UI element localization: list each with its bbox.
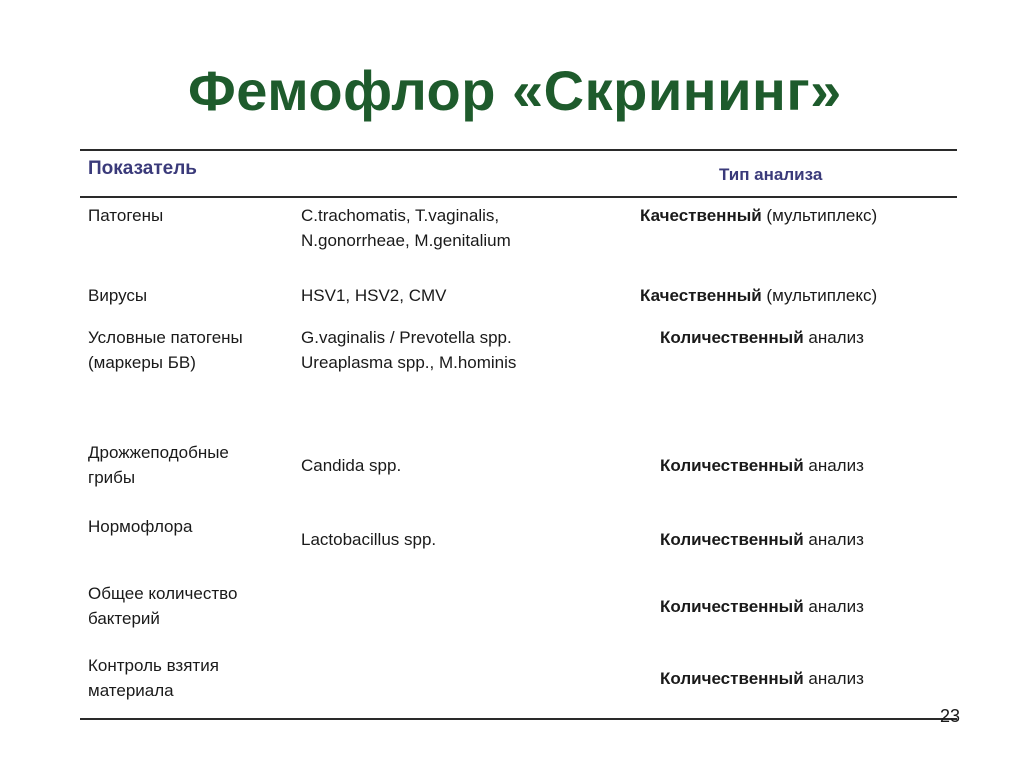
analysis-type-detail: анализ: [803, 530, 864, 549]
slide-title: Фемофлор «Скрининг»: [188, 59, 842, 122]
agent-line: Lactobacillus spp.: [301, 530, 437, 549]
row-analysis-type: [660, 594, 864, 619]
row-analysis-type: [660, 453, 864, 478]
analysis-type-bold: Количественный: [660, 597, 804, 616]
row-agents: [301, 203, 511, 253]
row-agents: [301, 325, 516, 375]
row-indicator: [88, 203, 163, 228]
page-number: 23: [940, 706, 961, 726]
analysis-type-detail: анализ: [803, 597, 864, 616]
analysis-type-bold: Количественный: [660, 328, 804, 347]
row-indicator: [88, 581, 237, 631]
indicator-line: (маркеры БВ): [88, 353, 196, 372]
row-analysis-type: [640, 283, 877, 308]
row-analysis-type: [660, 325, 864, 350]
agent-line: C.trachomatis, T.vaginalis,: [301, 206, 500, 225]
indicator-line: Вирусы: [88, 286, 148, 305]
row-indicator: [88, 283, 147, 308]
row-indicator: [88, 325, 243, 375]
row-indicator: [88, 653, 219, 703]
row-agents: [301, 453, 401, 478]
analysis-type-bold: Качественный: [640, 206, 762, 225]
analysis-type-bold: Количественный: [660, 530, 804, 549]
indicator-line: грибы: [88, 468, 136, 487]
agent-line: HSV1, HSV2, CMV: [301, 286, 447, 305]
table-top-rule: [80, 149, 957, 151]
row-analysis-type: [660, 666, 864, 691]
agent-line: Candida spp.: [301, 456, 402, 475]
agent-line: N.gonorrheae, M.genitalium: [301, 231, 511, 250]
indicator-line: Дрожжеподобные: [88, 443, 229, 462]
analysis-type-detail: (мультиплекс): [761, 286, 878, 305]
analysis-type-detail: (мультиплекс): [761, 206, 878, 225]
indicator-line: материала: [88, 681, 174, 700]
analysis-type-bold: Количественный: [660, 456, 804, 475]
indicator-line: Контроль взятия: [88, 656, 219, 675]
header-indicator: Показатель: [88, 158, 197, 179]
row-agents: [301, 283, 447, 308]
agent-line: G.vaginalis / Prevotella spp.: [301, 328, 512, 347]
row-indicator: [88, 514, 192, 539]
table-header-rule: [80, 196, 957, 198]
analysis-type-bold: Качественный: [640, 286, 762, 305]
indicator-line: Нормофлора: [88, 517, 193, 536]
indicator-line: Патогены: [88, 206, 164, 225]
indicator-line: бактерий: [88, 609, 160, 628]
analysis-type-detail: анализ: [803, 328, 864, 347]
row-indicator: [88, 440, 229, 490]
table-bottom-rule: [80, 718, 957, 720]
analysis-type-detail: анализ: [803, 669, 864, 688]
indicator-line: Общее количество: [88, 584, 238, 603]
analysis-type-bold: Количественный: [660, 669, 804, 688]
header-analysis-type: Тип анализа: [719, 165, 823, 184]
row-analysis-type: [640, 203, 877, 228]
analysis-type-detail: анализ: [803, 456, 864, 475]
agent-line: Ureaplasma spp., M.hominis: [301, 353, 517, 372]
row-agents: [301, 527, 436, 552]
row-analysis-type: [660, 527, 864, 552]
indicator-line: Условные патогены: [88, 328, 243, 347]
